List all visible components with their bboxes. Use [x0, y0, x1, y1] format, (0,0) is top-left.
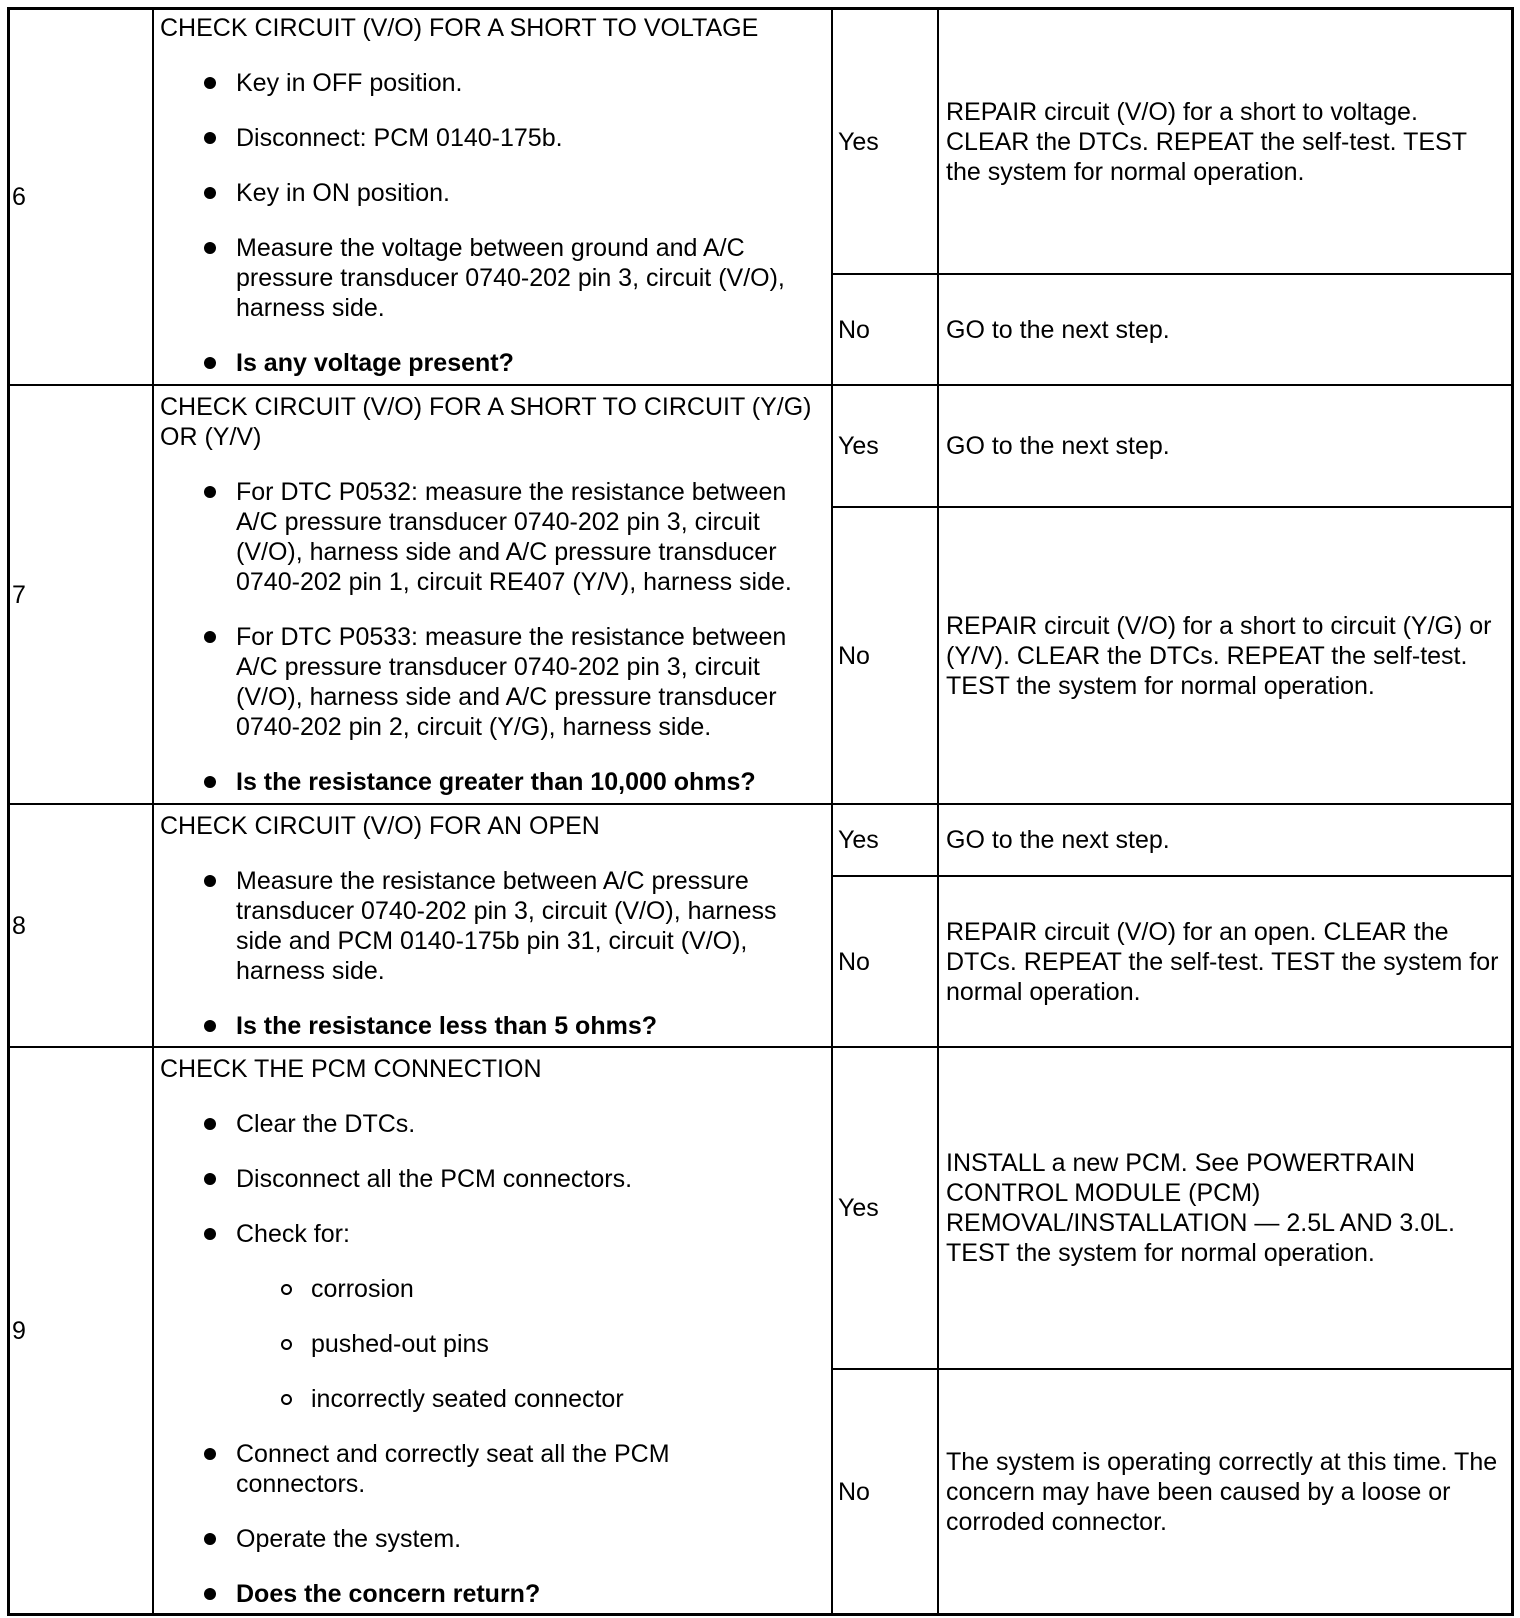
list-item: [236, 622, 831, 742]
step-procedure-cell: [154, 10, 831, 384]
step-heading-line: CHECK CIRCUIT (V/O) FOR A SHORT TO VOLTAGE: [160, 14, 759, 42]
bullet-icon: [204, 776, 216, 788]
list-item-text: 0740-202 pin 2, circuit (Y/G), harness side.: [236, 713, 712, 741]
sub-list-item-text: incorrectly seated connector: [311, 1385, 624, 1413]
action-text: REPAIR circuit (V/O) for a short to circuit (Y/G) or: [946, 611, 1492, 640]
circle-bullet-icon: [281, 1339, 292, 1350]
action-text: GO to the next step.: [946, 826, 1170, 854]
step-procedure-cell: [154, 1048, 831, 1613]
question-item: [236, 348, 831, 378]
answer-no-action: [939, 877, 1511, 1046]
list-item-text: Key in ON position.: [236, 179, 450, 207]
list-item: [236, 1439, 831, 1499]
answer-no-cell: [833, 1370, 937, 1613]
list-item-text: A/C pressure transducer 0740-202 pin 3, circuit: [236, 508, 760, 536]
list-item: [236, 233, 831, 323]
list-item: [236, 178, 831, 208]
list-item: [236, 123, 831, 153]
action-text: REPAIR circuit (V/O) for an open. CLEAR the: [946, 917, 1449, 946]
bullet-icon: [204, 132, 216, 144]
action-text: GO to the next step.: [946, 315, 1170, 344]
step-procedure-cell: [154, 386, 831, 803]
answer-no-label: No: [838, 641, 870, 670]
list-item-text: Measure the voltage between ground and A/C: [236, 234, 745, 262]
list-item-text: harness side.: [236, 957, 385, 985]
answer-yes-cell: [833, 386, 937, 506]
list-item-text: Clear the DTCs.: [236, 1110, 416, 1138]
bullet-icon: [204, 1173, 216, 1185]
question-item: [236, 1011, 831, 1041]
action-text: TEST the system for normal operation.: [946, 671, 1375, 700]
answer-no-action: [939, 508, 1511, 803]
question-text: Does the concern return?: [236, 1580, 541, 1608]
answer-yes-action: [939, 1048, 1511, 1368]
answer-yes-action: [939, 386, 1511, 506]
list-item-text: (V/O), harness side and A/C pressure transducer: [236, 538, 777, 566]
step-number: 7: [12, 580, 26, 609]
step-number: 9: [12, 1316, 26, 1345]
list-item: [236, 477, 831, 597]
answer-yes-label: Yes: [838, 127, 879, 156]
answer-yes-cell: [833, 805, 937, 875]
answer-yes-cell: [833, 1048, 937, 1368]
list-item-text: Measure the resistance between A/C pressure: [236, 867, 749, 895]
list-item: [236, 1219, 831, 1414]
step-heading: [154, 13, 831, 43]
action-text: CONTROL MODULE (PCM): [946, 1179, 1261, 1207]
answer-no-action: [939, 275, 1511, 384]
action-text: The system is operating correctly at this time. The: [946, 1447, 1498, 1476]
action-text: CLEAR the DTCs. REPEAT the self-test. TEST: [946, 127, 1467, 156]
bullet-icon: [204, 486, 216, 498]
list-item-text: For DTC P0533: measure the resistance between: [236, 623, 787, 651]
action-text: REPAIR circuit (V/O) for a short to voltage.: [946, 97, 1418, 126]
bullet-icon: [204, 1020, 216, 1032]
answer-yes-label: Yes: [838, 432, 879, 460]
list-item-text: Operate the system.: [236, 1525, 462, 1553]
step-heading-line: CHECK CIRCUIT (V/O) FOR AN OPEN: [160, 812, 600, 840]
list-item-text: For DTC P0532: measure the resistance between: [236, 478, 787, 506]
step-heading-line: CHECK THE PCM CONNECTION: [160, 1055, 542, 1083]
list-item-text: Connect and correctly seat all the PCM: [236, 1440, 670, 1468]
answer-no-action: [939, 1370, 1511, 1613]
answer-no-label: No: [838, 1477, 870, 1506]
answer-yes-label: Yes: [838, 1194, 879, 1222]
step-heading: [154, 1054, 831, 1084]
list-item-text: side and PCM 0140-175b pin 31, circuit (V/O),: [236, 927, 748, 955]
list-item: [236, 1109, 831, 1139]
bullet-icon: [204, 1533, 216, 1545]
sub-list-item-text: pushed-out pins: [311, 1330, 489, 1358]
step-number-cell: [10, 10, 152, 384]
answer-no-label: No: [838, 315, 870, 344]
bullet-icon: [204, 631, 216, 643]
sub-list-item: [311, 1274, 831, 1304]
list-item: [236, 1164, 831, 1194]
action-text: normal operation.: [946, 977, 1141, 1006]
question-text: Is any voltage present?: [236, 349, 514, 377]
list-item-text: transducer 0740-202 pin 3, circuit (V/O), harness: [236, 897, 777, 925]
question-text: Is the resistance greater than 10,000 ohms?: [236, 768, 756, 796]
bullet-icon: [204, 357, 216, 369]
action-text: corroded connector.: [946, 1507, 1167, 1536]
step-number: 8: [12, 911, 26, 940]
answer-yes-label: Yes: [838, 826, 879, 854]
step-heading: [154, 811, 831, 841]
action-text: INSTALL a new PCM. See POWERTRAIN: [946, 1149, 1416, 1177]
list-item: [236, 68, 831, 98]
answer-no-label: No: [838, 947, 870, 976]
list-item-text: 0740-202 pin 1, circuit RE407 (Y/V), harness side.: [236, 568, 792, 596]
bullet-icon: [204, 1118, 216, 1130]
list-item: [236, 1524, 831, 1554]
step-heading-line: OR (Y/V): [160, 423, 262, 451]
list-item-text: A/C pressure transducer 0740-202 pin 3, circuit: [236, 653, 760, 681]
list-item-text: Disconnect: PCM 0140-175b.: [236, 124, 563, 152]
list-item-text: harness side.: [236, 294, 385, 322]
list-item: [236, 866, 831, 986]
action-text: concern may have been caused by a loose or: [946, 1477, 1451, 1506]
bullet-icon: [204, 1588, 216, 1600]
action-text: DTCs. REPEAT the self-test. TEST the system for: [946, 947, 1499, 976]
question-text: Is the resistance less than 5 ohms?: [236, 1012, 657, 1040]
action-text: the system for normal operation.: [946, 157, 1305, 186]
circle-bullet-icon: [281, 1394, 292, 1405]
action-text: (Y/V). CLEAR the DTCs. REPEAT the self-test.: [946, 641, 1468, 670]
sub-list-item-text: corrosion: [311, 1275, 414, 1303]
step-procedure-cell: [154, 805, 831, 1046]
answer-yes-action: [939, 10, 1511, 273]
step-heading-line: CHECK CIRCUIT (V/O) FOR A SHORT TO CIRCUIT (Y/G): [160, 393, 812, 421]
step-heading: [154, 392, 831, 452]
bullet-icon: [204, 242, 216, 254]
bullet-icon: [204, 1448, 216, 1460]
answer-no-cell: [833, 275, 937, 384]
question-item: [236, 767, 831, 797]
list-item-text: (V/O), harness side and A/C pressure transducer: [236, 683, 777, 711]
answer-no-cell: [833, 508, 937, 803]
sub-list-item: [311, 1384, 831, 1414]
action-text: GO to the next step.: [946, 432, 1170, 460]
bullet-icon: [204, 77, 216, 89]
bullet-icon: [204, 875, 216, 887]
list-item-text: Key in OFF position.: [236, 69, 463, 97]
list-item-text: pressure transducer 0740-202 pin 3, circuit (V/O),: [236, 264, 785, 292]
answer-yes-action: [939, 805, 1511, 875]
bullet-icon: [204, 187, 216, 199]
question-item: [236, 1579, 831, 1609]
step-number-cell: [10, 386, 152, 803]
list-item-text: Disconnect all the PCM connectors.: [236, 1165, 633, 1193]
bullet-icon: [204, 1228, 216, 1240]
action-text: REMOVAL/INSTALLATION — 2.5L AND 3.0L.: [946, 1209, 1455, 1237]
step-number: 6: [12, 183, 26, 211]
step-number-cell: [10, 805, 152, 1046]
list-item-text: connectors.: [236, 1470, 366, 1498]
action-text: TEST the system for normal operation.: [946, 1239, 1375, 1267]
answer-yes-cell: [833, 10, 937, 273]
list-item-text: Check for:: [236, 1220, 350, 1248]
step-number-cell: [10, 1048, 152, 1613]
answer-no-cell: [833, 877, 937, 1046]
circle-bullet-icon: [281, 1284, 292, 1295]
sub-list-item: [311, 1329, 831, 1359]
